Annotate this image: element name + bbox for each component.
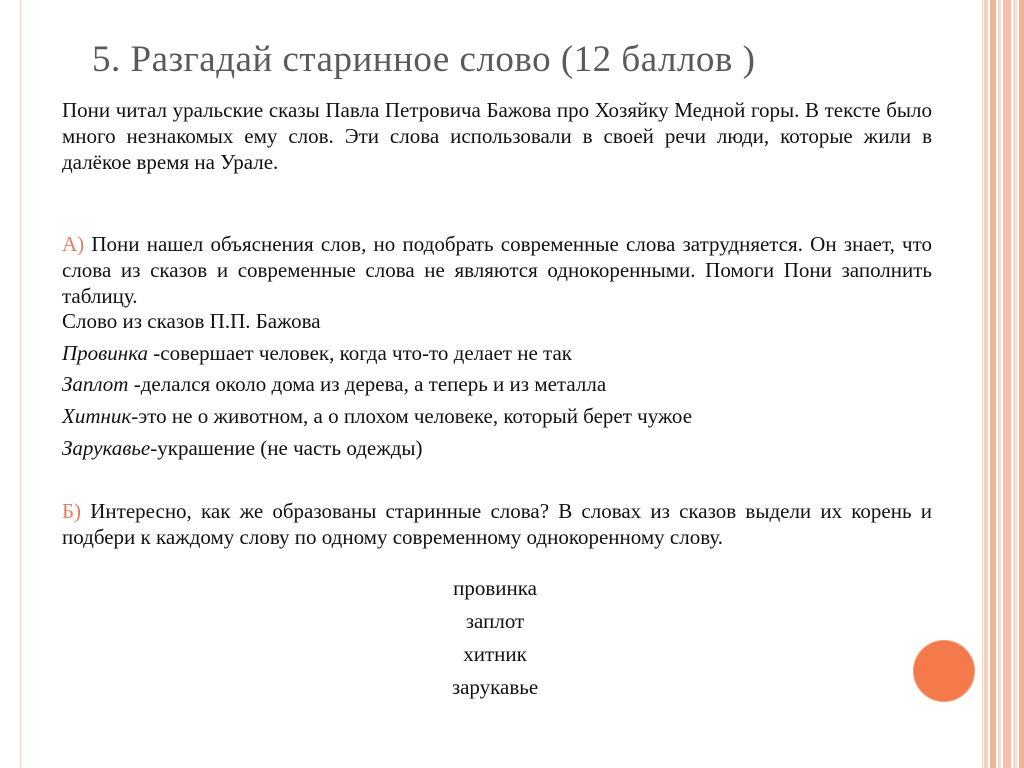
definition-text: -это не о животном, а о плохом человеке, который берет чужое: [131, 404, 693, 428]
decorative-stripes: [984, 0, 1024, 768]
orange-circle-icon: [913, 640, 975, 702]
definition-word: Зарукавье: [62, 436, 151, 460]
table-header: Слово из сказов П.П. Бажова: [62, 309, 321, 333]
task-a-marker: А): [62, 232, 85, 256]
definition-item: [62, 402, 692, 430]
definition-text: -совершает человек, когда что-то делает не так: [148, 341, 572, 365]
slide-title: 5. Разгадай старинное слово (12 баллов ): [92, 39, 756, 80]
definition-word: Заплот: [62, 372, 129, 396]
definition-item: [62, 370, 606, 398]
task-b-marker: Б): [62, 499, 82, 523]
task-a-paragraph: [62, 231, 932, 309]
task-b-paragraph: [62, 498, 932, 550]
definition-item: [62, 339, 572, 367]
task-b-text: Интересно, как же образованы старинные слова? В словах из сказов выдели их корень и подбери к каждому слову по одному современному однокоренному слову.: [62, 499, 932, 549]
word-list-item: заплот: [465, 609, 525, 633]
word-list-item: хитник: [463, 642, 527, 666]
word-list-item: провинка: [453, 576, 537, 600]
definition-word: Хитник: [62, 404, 132, 428]
task-a-text: Пони нашел объяснения слов, но подобрать современные слова затрудняется. Он знает, что слова из сказов и современные слова не являются однокоренными. Помоги Пони заполнить таблицу.: [62, 232, 932, 308]
intro-paragraph: Пони читал уральские сказы Павла Петровича Бажова про Хозяйку Медной горы. В тексте было много незнакомых ему слов. Эти слова использовали в своей речи люди, которые жили в далёкое время на Урале.: [62, 98, 932, 174]
word-list-item: зарукавье: [451, 675, 539, 699]
definition-text: -украшение (не часть одежды): [150, 436, 423, 460]
definition-item: [62, 434, 423, 462]
definition-text: -делался около дома из дерева, а теперь и из металла: [128, 372, 607, 396]
definition-word: Провинка: [62, 341, 148, 365]
